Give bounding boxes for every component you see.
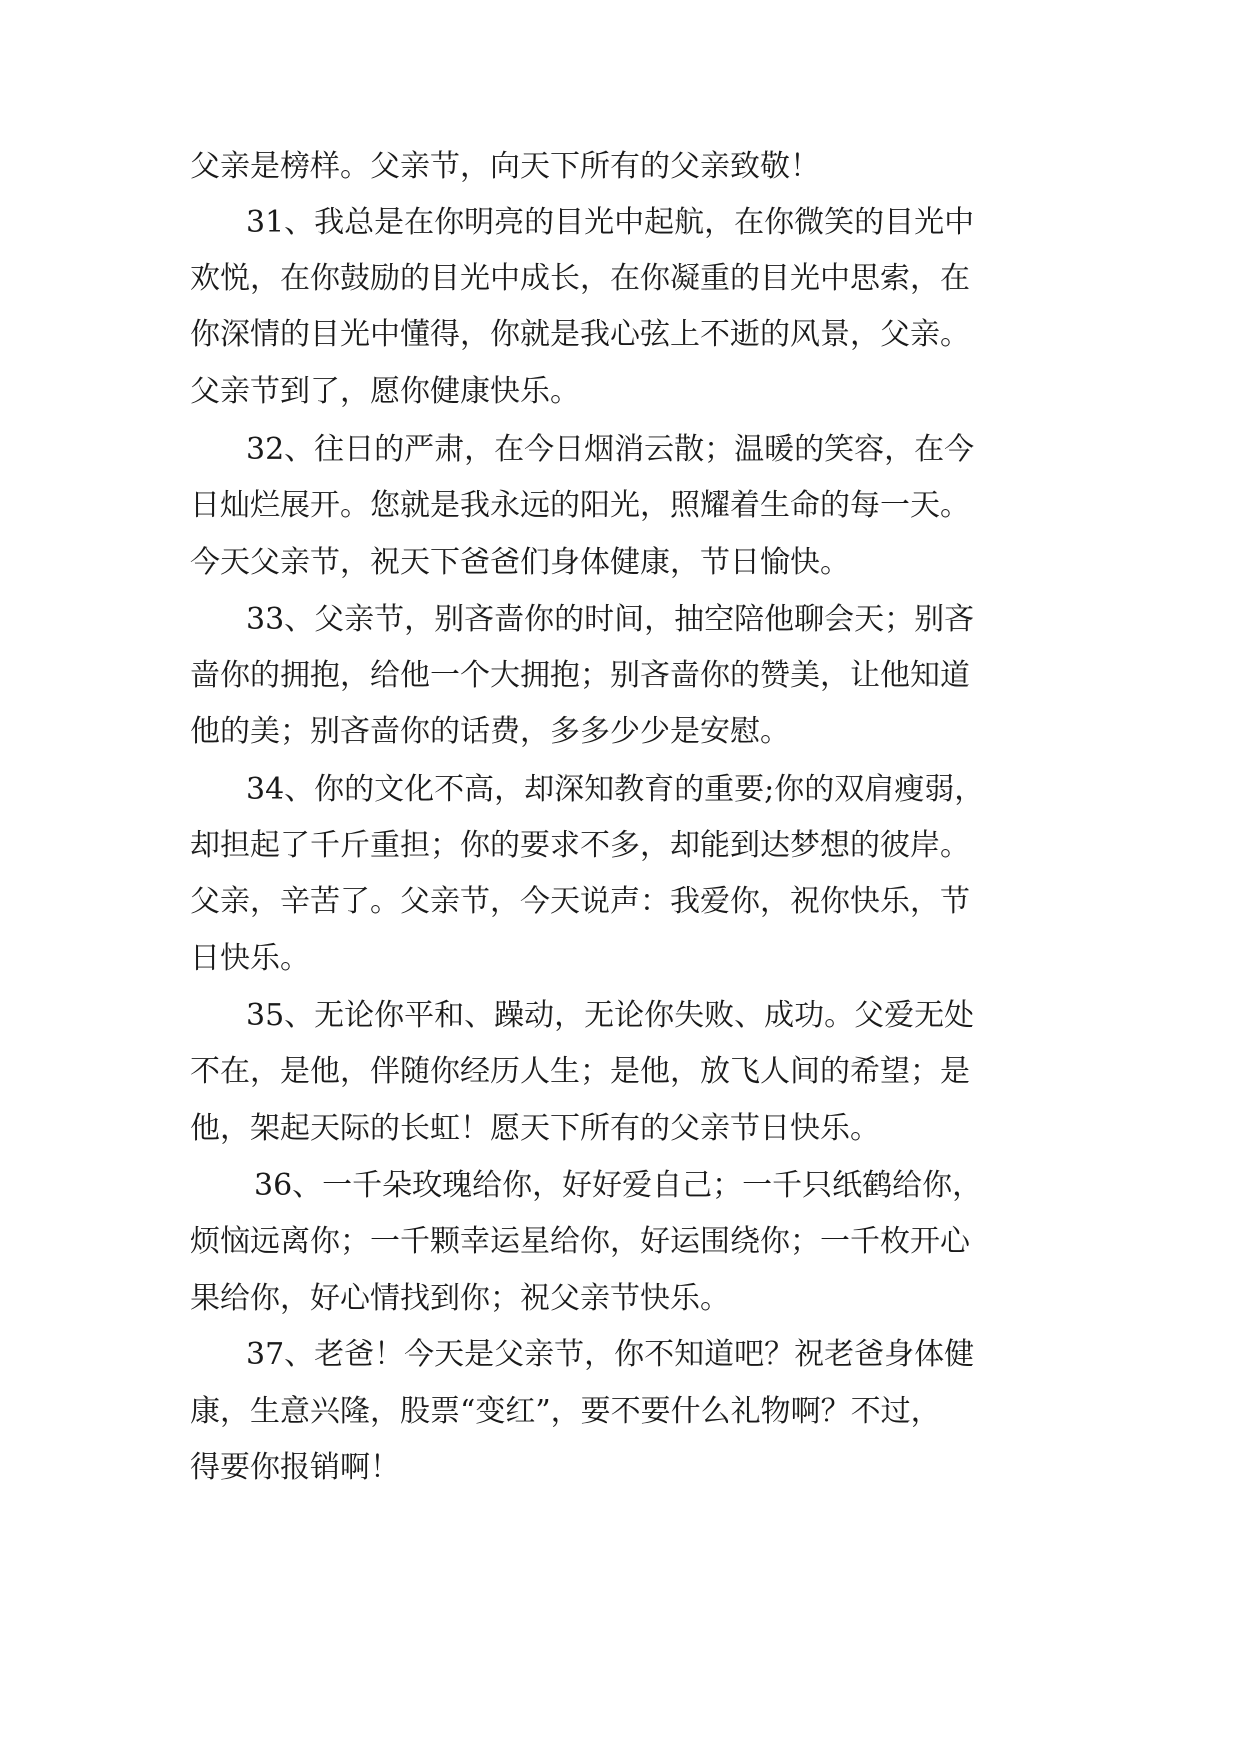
text-line: 父亲是榜样。父亲节，向天下所有的父亲致敬！ <box>190 149 820 184</box>
paragraph-34-line-1: 34、你的文化不高，却深知教育的重要;你的双肩瘦弱， <box>246 772 985 807</box>
text-line: 日灿烂展开。您就是我永远的阳光，照耀着生命的每一天。 <box>190 488 970 523</box>
paragraph-36-line-1: 36、一千朵玫瑰给你，好好爱自己；一千只纸鹤给你， <box>254 1168 983 1203</box>
text-line: 父亲节到了，愿你健康快乐。 <box>190 374 580 409</box>
paragraph-31-line-1: 31、我总是在你明亮的目光中起航，在你微笑的目光中 <box>246 205 975 240</box>
text-line: 果给你，好心情找到你；祝父亲节快乐。 <box>190 1281 730 1316</box>
text-line: 啬你的拥抱，给他一个大拥抱；别吝啬你的赞美，让他知道 <box>190 658 970 693</box>
paragraph-35-line-1: 35、无论你平和、躁动，无论你失败、成功。父爱无处 <box>246 998 975 1033</box>
text-line: 烦恼远离你；一千颗幸运星给你，好运围绕你；一千枚开心 <box>190 1224 970 1259</box>
text-line: 今天父亲节，祝天下爸爸们身体健康，节日愉快。 <box>190 545 850 580</box>
text-line: 他的美；别吝啬你的话费，多多少少是安慰。 <box>190 714 790 749</box>
paragraph-32-line-1: 32、往日的严肃，在今日烟消云散；温暖的笑容，在今 <box>246 432 975 467</box>
text-line: 不在，是他，伴随你经历人生；是他，放飞人间的希望；是 <box>190 1054 970 1089</box>
text-line: 欢悦，在你鼓励的目光中成长，在你凝重的目光中思索，在 <box>190 261 970 296</box>
text-line: 他，架起天际的长虹！愿天下所有的父亲节日快乐。 <box>190 1111 880 1146</box>
text-line: 你深情的目光中懂得，你就是我心弦上不逝的风景，父亲。 <box>190 317 970 352</box>
text-line: 却担起了千斤重担；你的要求不多，却能到达梦想的彼岸。 <box>190 828 970 863</box>
text-line: 得要你报销啊！ <box>190 1450 400 1485</box>
text-line: 康，生意兴隆，股票“变红”，要不要什么礼物啊？不过， <box>190 1394 941 1429</box>
text-line: 日快乐。 <box>190 941 310 976</box>
paragraph-33-line-1: 33、父亲节，别吝啬你的时间，抽空陪他聊会天；别吝 <box>246 602 975 637</box>
paragraph-37-line-1: 37、老爸！今天是父亲节，你不知道吧？祝老爸身体健 <box>246 1337 975 1372</box>
text-line: 父亲，辛苦了。父亲节，今天说声：我爱你，祝你快乐，节 <box>190 884 970 919</box>
